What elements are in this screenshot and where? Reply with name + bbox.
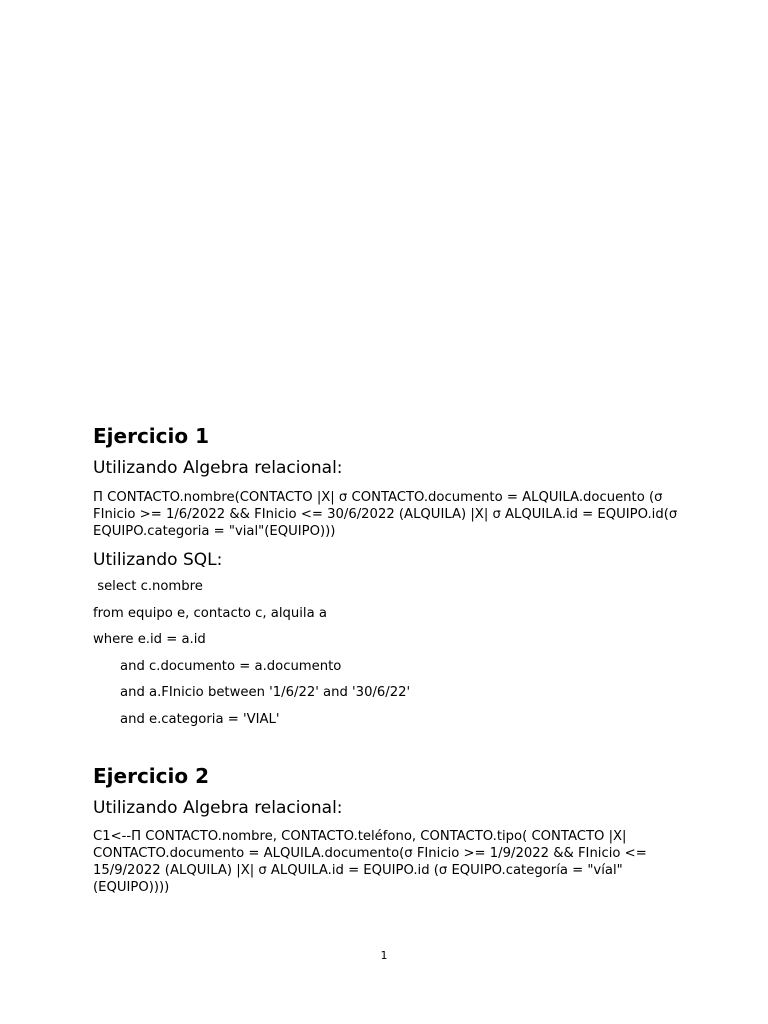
sql-line: from equipo e, contacto c, alquila a <box>93 605 327 621</box>
sql-line: and a.FInicio between '1/6/22' and '30/6/22' <box>120 685 411 700</box>
sql-line: and c.documento = a.documento <box>120 658 342 674</box>
page-content <box>93 424 683 896</box>
page-number: 1 <box>380 949 388 962</box>
exercise-1-algebra-heading: Utilizando Algebra relacional: <box>93 458 343 478</box>
sql-line: where e.id = a.id <box>93 632 206 647</box>
exercise-2-algebra-heading: Utilizando Algebra relacional: <box>93 797 343 818</box>
exercise-2-title: Ejercicio 2 <box>93 763 209 788</box>
exercise-1-sql-heading: Utilizando SQL: <box>93 550 223 570</box>
sql-line: and e.categoria = 'VIAL' <box>120 711 280 727</box>
exercise-1-sql-block <box>93 578 683 728</box>
exercise-1-title: Ejercicio 1 <box>93 424 209 448</box>
sql-line: select c.nombre <box>93 579 203 594</box>
exercise-1-algebra-text: Π CONTACTO.nombre(CONTACTO |X| σ CONTACTO.documento = ALQUILA.docuento (σ FInicio >= 1/6/2022 && FInicio <= 30/6/2022 (ALQUILA) |X| σ ALQUILA.id = EQUIPO.id(σ EQUIPO.categoria = "vial"(EQUIPO))) <box>93 490 678 539</box>
exercise-2-algebra-text: C1<--Π CONTACTO.nombre, CONTACTO.teléfono, CONTACTO.tipo( CONTACTO |X| CONTACTO.documento = ALQUILA.documento(σ FInicio >= 1/9/2022 && FInicio <= 15/9/2022 (ALQUILA) |X| σ ALQUILA.id = EQUIPO.id (σ EQUIPO.categoría = "víal"(EQUIPO)))) <box>93 828 647 895</box>
